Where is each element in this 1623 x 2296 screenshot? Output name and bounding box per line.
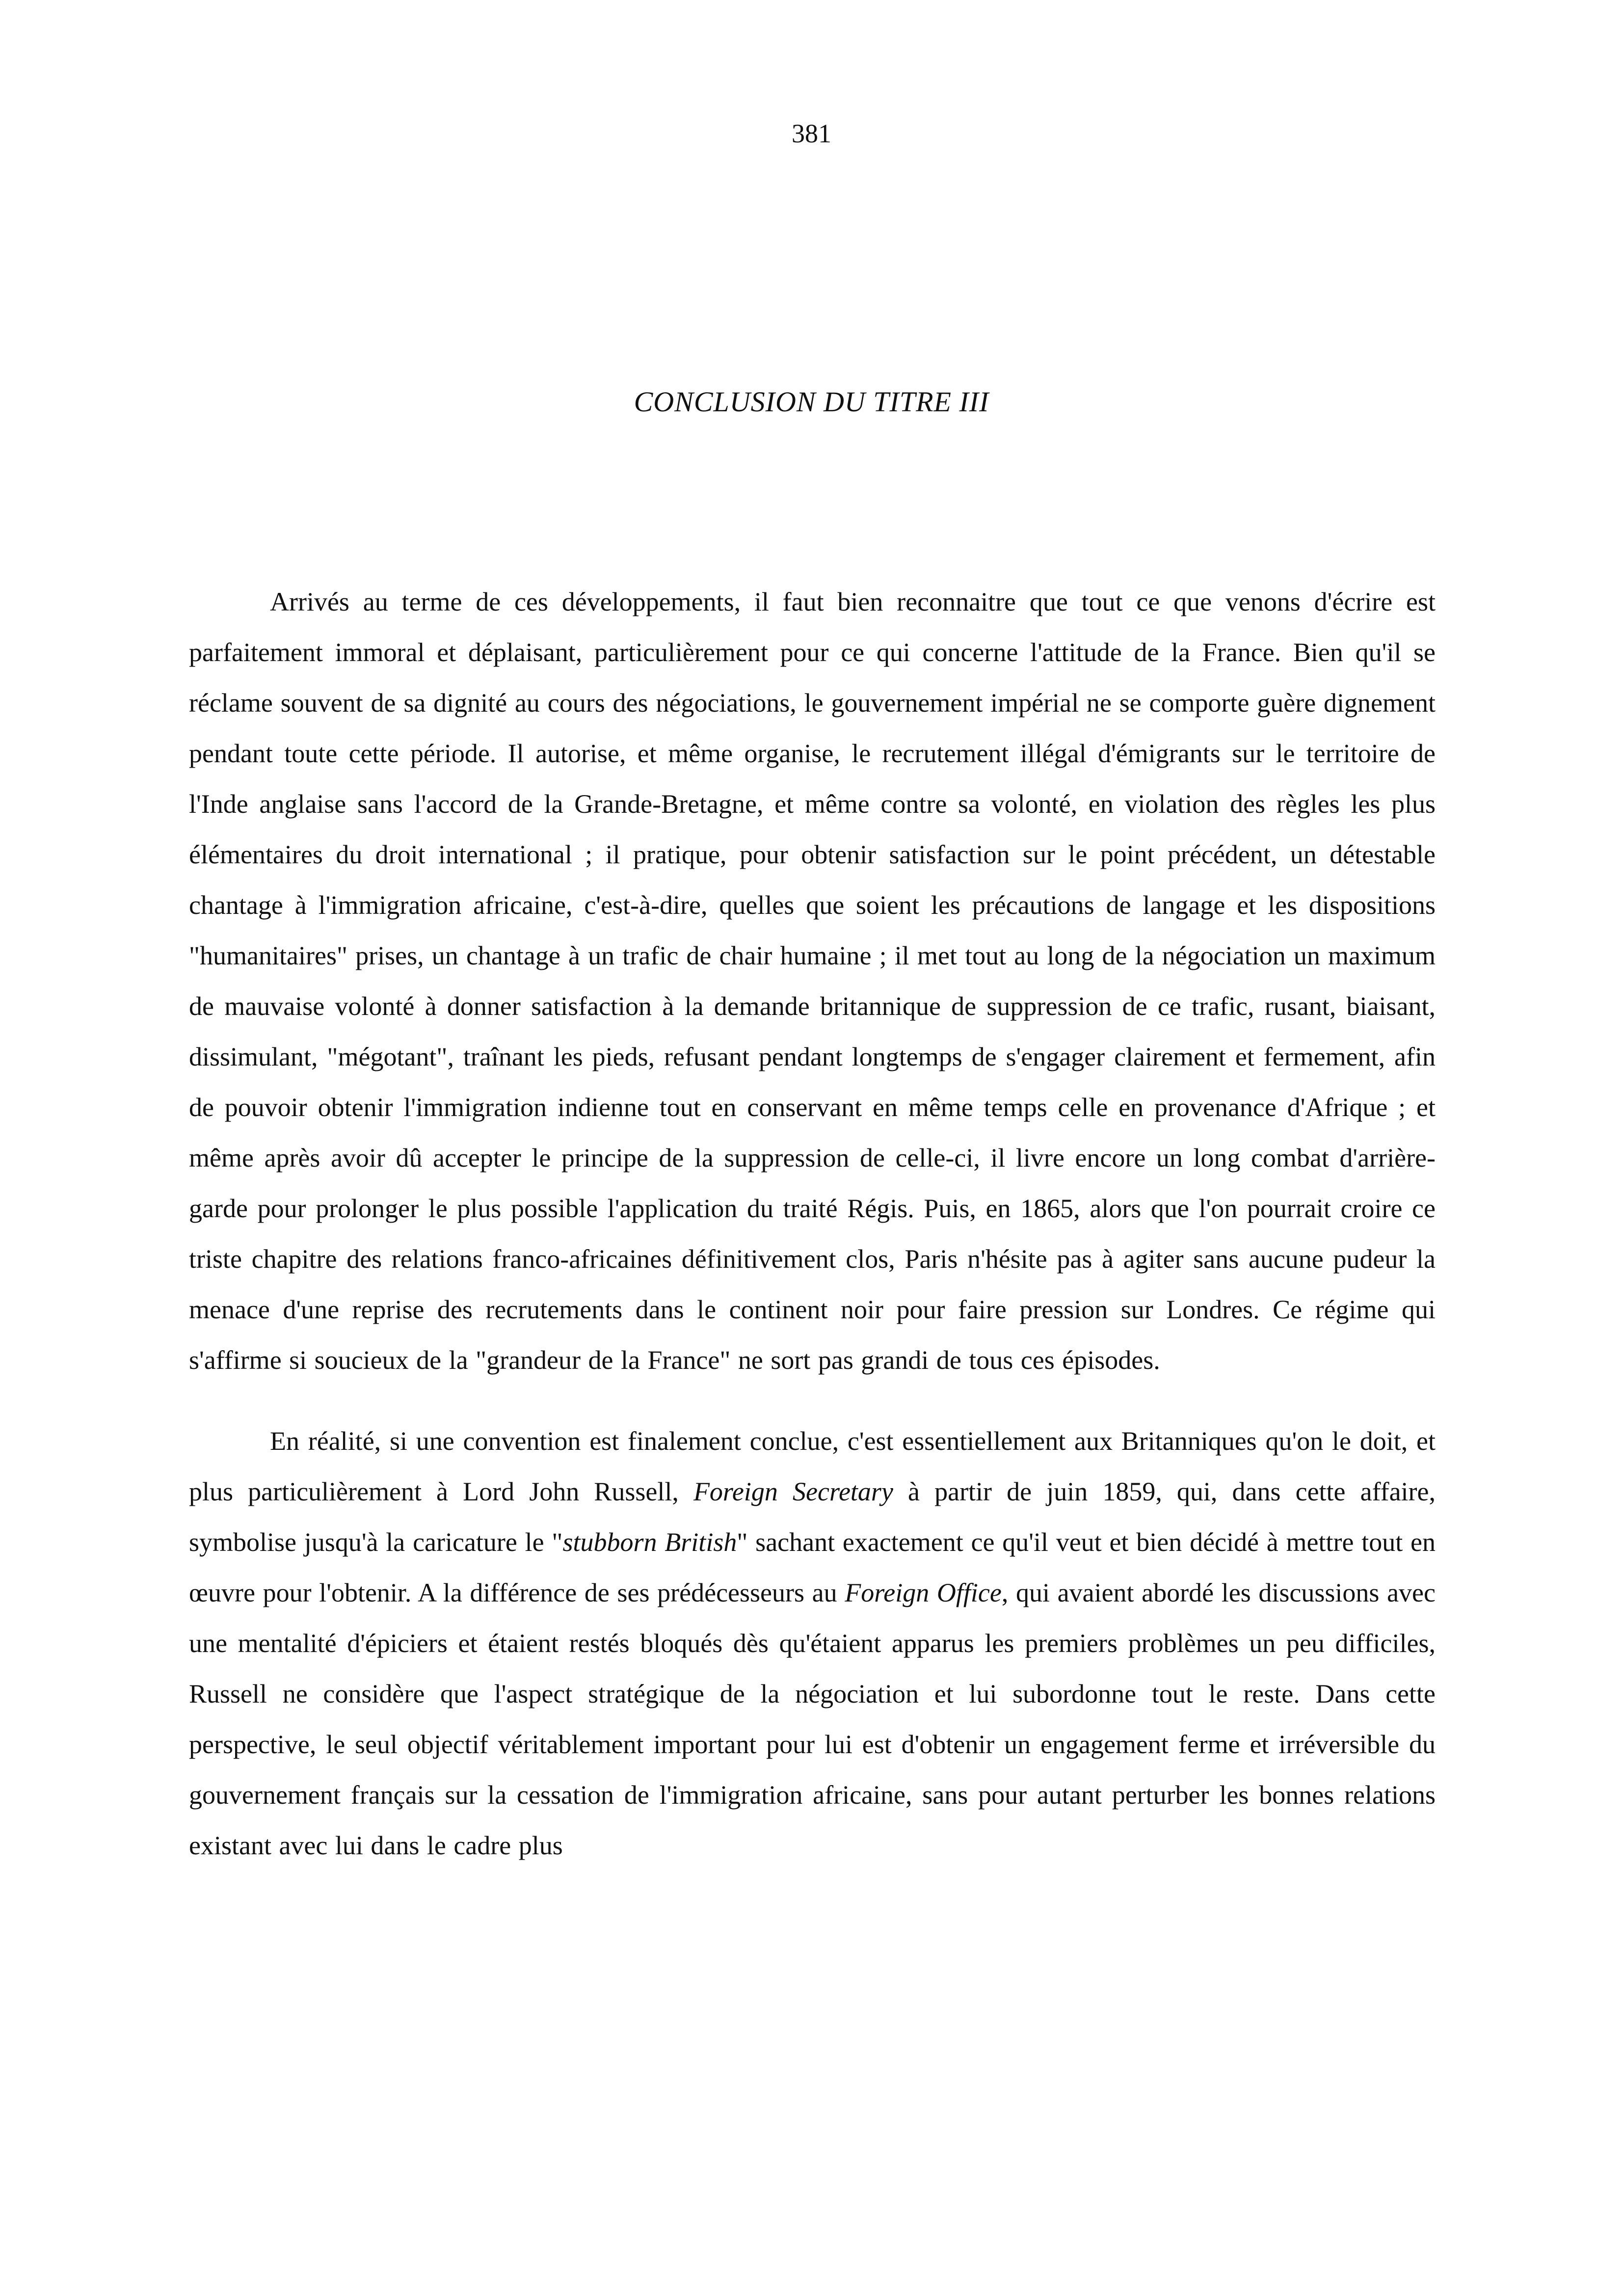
italic-term-foreign-secretary: Foreign Secretary bbox=[693, 1477, 893, 1506]
italic-term-foreign-office: Foreign Office bbox=[845, 1578, 1002, 1607]
text-body bbox=[189, 577, 1436, 1871]
paragraph-2-text: " sachant exactement ce qu'il veut et bien décidé à mettre tout en œuvre pour l'obtenir. A la différence de ses prédécesseurs au bbox=[189, 1527, 1436, 1607]
paragraph-2 bbox=[189, 1416, 1436, 1871]
page-number: 381 bbox=[792, 119, 831, 148]
paragraph-1 bbox=[189, 577, 1436, 1386]
italic-term-stubborn-british: stubborn British bbox=[562, 1527, 737, 1557]
paragraph-2-text: , qui avaient abordé les discussions avec une mentalité d'épiciers et étaient restés bloqués dès qu'étaient apparus les premiers problèmes un peu difficiles, Russell ne considère que l'aspect stratégique de la négociation et lui subordonne tout le reste. Dans cette perspective, le seul objectif véritablement important pour lui est d'obtenir un engagement ferme et irréversible du gouvernement français sur la cessation de l'immigration africaine, sans pour autant perturber les bonnes relations existant avec lui dans le cadre plus bbox=[189, 1578, 1436, 1860]
paragraph-2-text: à partir de juin 1859, qui, dans cette affaire, symbolise jusqu'à la caricature le " bbox=[189, 1477, 1436, 1557]
paragraph-2-text: En réalité, si une convention est finalement conclue, c'est essentiellement aux Britanniques qu'on le doit, et plus particulièrement à Lord John Russell, bbox=[189, 1426, 1436, 1506]
page-title: CONCLUSION DU TITRE III bbox=[634, 386, 989, 418]
paragraph-1-text: Arrivés au terme de ces développements, il faut bien reconnaitre que tout ce que venons d'écrire est parfaitement immoral et déplaisant, particulièrement pour ce qui concerne l'attitude de la France. Bien qu'il se réclame souvent de sa dignité au cours des négociations, le gouvernement impérial ne se comporte guère dignement pendant toute cette période. Il autorise, et même organise, le recrutement illégal d'émigrants sur le territoire de l'Inde anglaise sans l'accord de la Grande-Bretagne, et même contre sa volonté, en violation des règles les plus élémentaires du droit international ; il pratique, pour obtenir satisfaction sur le point précédent, un détestable chantage à l'immigration africaine, c'est-à-dire, quelles que soient les précautions de langage et les dispositions "humanitaires" prises, un chantage à un trafic de chair humaine ; il met tout au long de la négociation un maximum de mauvaise volonté à donner satisfaction à la demande britannique de suppression de ce trafic, rusant, biaisant, dissimulant, "mégotant", traînant les pieds, refusant pendant longtemps de s'engager clairement et fermement, afin de pouvoir obtenir l'immigration indienne tout en conservant en même temps celle en provenance d'Afrique ; et même après avoir dû accepter le principe de la suppression de celle-ci, il livre encore un long combat d'arrière-garde pour prolonger le plus possible l'application du traité Régis. Puis, en 1865, alors que l'on pourrait croire ce triste chapitre des relations franco-africaines définitivement clos, Paris n'hésite pas à agiter sans aucune pudeur la menace d'une reprise des recrutements dans le continent noir pour faire pression sur Londres. Ce régime qui s'affirme si soucieux de la "grandeur de la France" ne sort pas grandi de tous ces épisodes. bbox=[189, 587, 1436, 1375]
